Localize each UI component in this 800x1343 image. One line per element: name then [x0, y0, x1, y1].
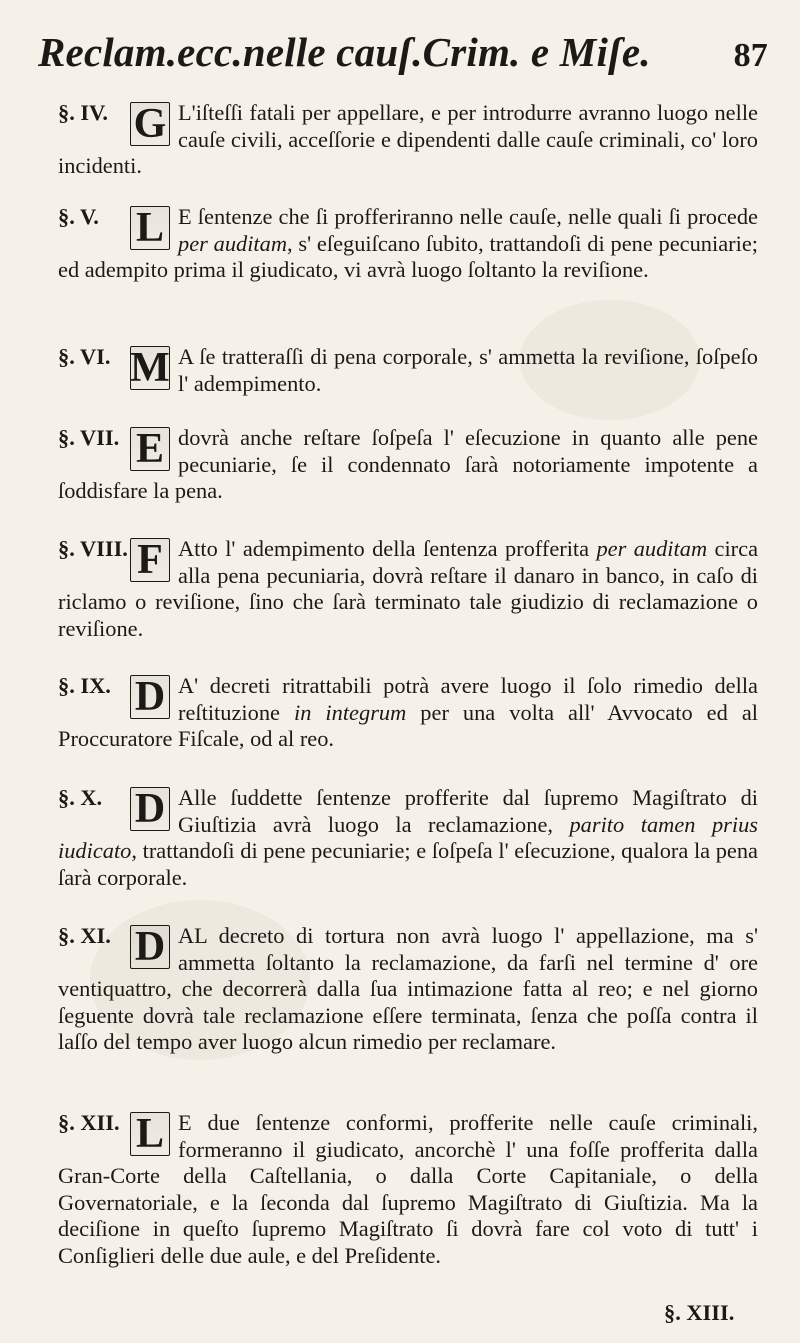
section-number: §. V. [58, 204, 99, 229]
section-vii [58, 425, 758, 505]
section-ix [58, 673, 758, 753]
section-text: A ſe tratteraſſi di pena corporale, s' ammetta la reviſione, ſoſpeſo l' adempimento. [178, 344, 758, 396]
section-text: E ſentenze che ſi profferiranno nelle cauſe, nelle quali ſi procede [178, 204, 758, 229]
section-text-italic: parito tamen prius iudicato [58, 811, 758, 864]
section-text-italic: per auditam [596, 536, 708, 561]
decorated-initial: E [130, 427, 170, 471]
section-iv [58, 100, 758, 180]
section-text-italic: per auditam [178, 230, 288, 256]
section-text: AL decreto di tortura non avrà luogo l' appellazione, ma s' ammetta ſoltanto la reclamazione, da farſi nel termine d' ore ventiquattro, che decorrerà dalla ſua intimazione fatta al reo; e nel giorno ſeguente dovrà tale reclamazione eſſere terminata, ſenza che poſſa contra il laſſo del tempo aver luogo alcun rimedio per reclamare. [58, 923, 758, 1055]
catchword: §. XIII. [664, 1300, 735, 1325]
decorated-initial: F [130, 538, 170, 582]
section-text: dovrà anche reſtare ſoſpeſa l' eſecuzione in quanto alle pene pecuniarie, ſe il condennato ſarà notoriamente impotente a ſoddisfare la pena. [58, 425, 758, 504]
section-text: A' decreti ritrattabili potrà avere luogo il ſolo rimedio della reſtituzione [178, 673, 758, 725]
decorated-initial: L [130, 1112, 170, 1156]
section-text: Alle ſuddette ſentenze profferite dal ſupremo Magiſtrato di Giuſtizia avrà luogo la reclamazione, [178, 785, 758, 837]
section-number: §. IX. [58, 673, 111, 698]
decorated-initial: L [130, 206, 170, 250]
running-title: Reclam.ecc.nelle cauſ.Crim. e Miſe. [38, 29, 651, 75]
section-xii [58, 1110, 758, 1270]
decorated-initial: D [130, 675, 170, 719]
section-number: §. VII. [58, 425, 120, 450]
decorated-initial: D [130, 787, 170, 831]
section-number: §. XI. [58, 923, 111, 948]
section-text: L'iſteſſi fatali per appellare, e per introdurre avranno luogo nelle cauſe civili, acceſſorie e dipendenti dalle cauſe criminali, co' loro incidenti. [58, 100, 758, 179]
section-text: , trattandoſi di pene pecuniarie; e ſoſpeſa l' eſecuzione, qualora la pena ſarà corporale. [58, 838, 758, 890]
section-text: per una volta all' Avvocato ed al Proccuratore Fiſcale, od al reo. [58, 699, 758, 752]
decorated-initial: M [130, 345, 170, 391]
section-number: §. VIII. [58, 536, 128, 561]
section-text: circa alla pena pecuniaria, dovrà reſtare il danaro in banco, in caſo di riclamo o reviſione, ſino che ſarà terminato tale giudizio di reclamazione o reviſione. [58, 536, 759, 641]
section-number: §. X. [58, 785, 103, 810]
decorated-initial: G [130, 102, 170, 146]
decorated-initial: D [130, 925, 170, 969]
section-number: §. IV. [58, 100, 108, 125]
section-text-italic: in integrum [293, 699, 407, 725]
page-number: 87 [733, 37, 768, 74]
section-text: , s' eſeguiſcano ſubito, trattandoſi di pene pecuniarie; ed adempito prima il giudicato, vi avrà luogo ſoltanto la reviſione. [58, 230, 758, 283]
section-text: E due ſentenze conformi, profferite nelle cauſe criminali, formeranno il giudicato, ancorchè l' una foſſe profferita dalla Gran-Corte della Caſtellania, o dalla Corte Capitaniale, o della Governatoriale, e la ſeconda dal ſupremo Magiſtrato di Giuſtizia. Ma la deciſione in queſto ſupremo Magiſtrato ſi dovrà fare col voto di tutt' i Conſiglieri delle due aule, e del Preſidente. [58, 1110, 758, 1268]
section-x [58, 785, 758, 891]
section-viii [58, 536, 758, 642]
section-number: §. VI. [58, 344, 111, 369]
running-header [38, 28, 768, 98]
section-number: §. XII. [58, 1110, 120, 1135]
section-v [58, 204, 758, 284]
section-text: Atto l' adempimento della ſentenza profferita [178, 536, 597, 561]
section-xi [58, 923, 758, 1056]
section-vi [58, 344, 758, 397]
